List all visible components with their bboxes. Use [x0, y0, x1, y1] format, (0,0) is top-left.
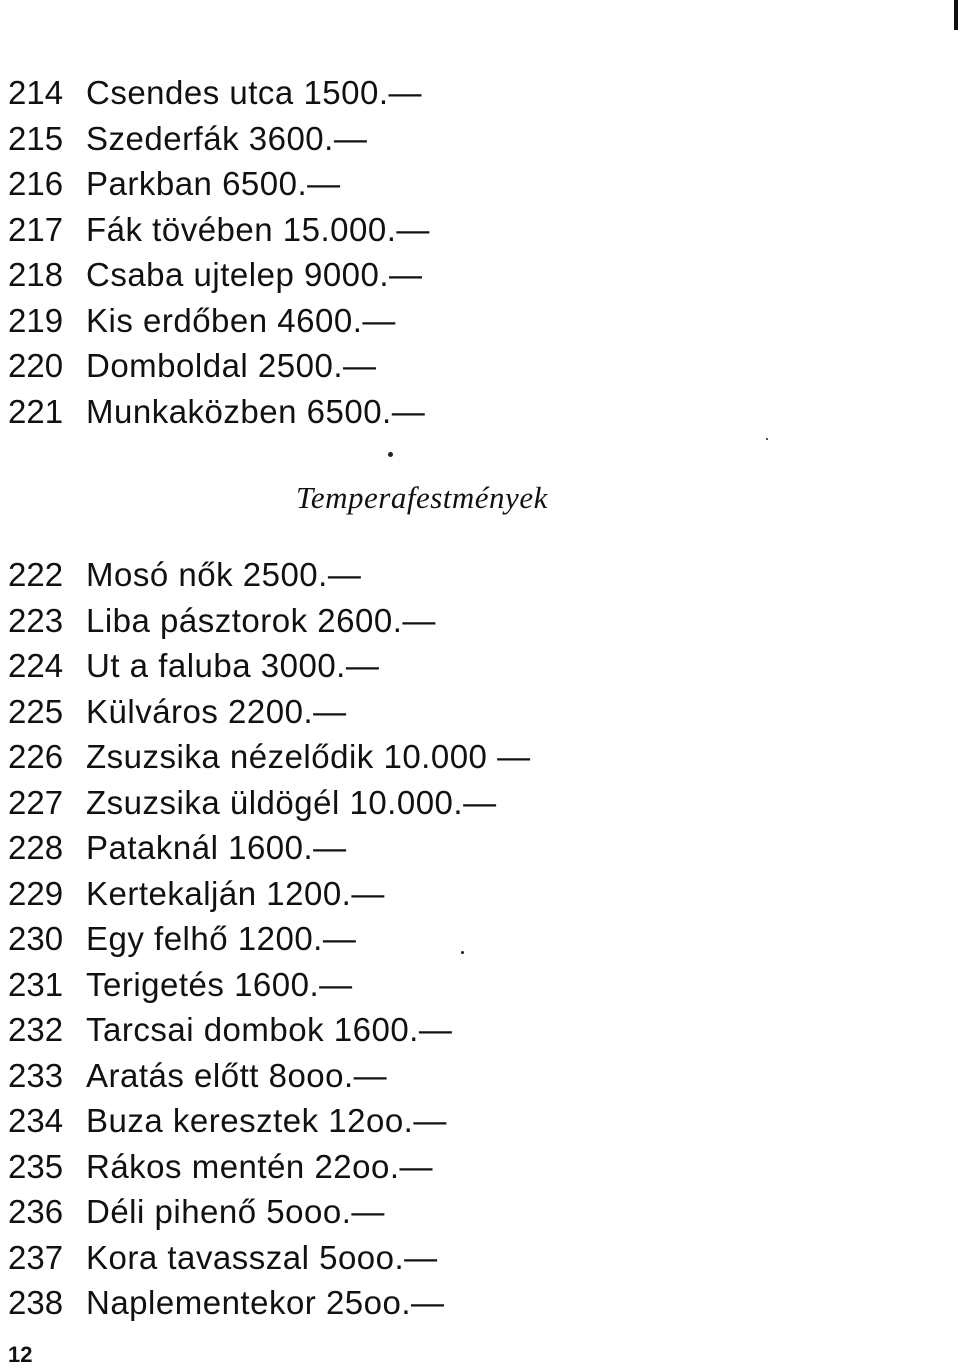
item-text: Pataknál 1600.— [86, 829, 347, 866]
item-number: 218 [8, 256, 64, 293]
item-number: 236 [8, 1193, 64, 1230]
item-text: Csendes utca 1500.— [86, 74, 423, 111]
item-number: 229 [8, 874, 64, 912]
catalog-item [8, 389, 430, 435]
catalog-item [8, 916, 531, 962]
item-number: 214 [8, 74, 64, 111]
item-text: Déli pihenő 5ooo.— [86, 1193, 385, 1230]
item-number: 234 [8, 1102, 64, 1139]
item-number: 216 [8, 165, 64, 202]
catalog-item [8, 116, 430, 162]
item-text: Tarcsai dombok 1600.— [86, 1011, 453, 1048]
item-text: Parkban 6500.— [86, 165, 341, 202]
catalog-item [8, 825, 531, 871]
item-number: 235 [8, 1147, 64, 1185]
item-text: Kora tavasszal 5ooo.— [86, 1238, 438, 1276]
catalog-item [8, 1007, 531, 1053]
item-number: 237 [8, 1238, 64, 1276]
catalog-list-top [8, 70, 430, 434]
catalog-item [8, 70, 430, 116]
item-text: Kertekalján 1200.— [86, 874, 385, 912]
item-text: Egy felhő 1200.— [86, 920, 357, 957]
item-number: 219 [8, 301, 64, 339]
catalog-item [8, 552, 531, 598]
catalog-item [8, 343, 430, 389]
item-text: Kis erdőben 4600.— [86, 301, 396, 339]
catalog-item [8, 252, 430, 298]
catalog-item [8, 1098, 531, 1144]
catalog-item [8, 1053, 531, 1099]
catalog-item [8, 780, 531, 826]
item-text: Domboldal 2500.— [86, 347, 377, 384]
item-text: Ut a faluba 3000.— [86, 647, 380, 684]
item-number: 220 [8, 347, 64, 384]
item-text: Mosó nők 2500.— [86, 556, 362, 593]
catalog-item [8, 871, 531, 917]
item-number: 217 [8, 210, 64, 248]
page-edge-mark [954, 0, 958, 30]
item-number: 231 [8, 965, 64, 1003]
catalog-item [8, 643, 531, 689]
item-text: Zsuzsika üldögél 10.000.— [86, 783, 497, 821]
item-text: Munkaközben 6500.— [86, 392, 426, 430]
print-speck [766, 438, 768, 440]
catalog-item [8, 161, 430, 207]
catalog-item [8, 1144, 531, 1190]
section-heading: Temperafestmények [296, 480, 548, 515]
catalog-item [8, 962, 531, 1008]
catalog-item [8, 734, 531, 780]
item-number: 215 [8, 119, 64, 157]
item-text: Naplementekor 25oo.— [86, 1284, 445, 1321]
catalog-item [8, 1189, 531, 1235]
item-number: 233 [8, 1056, 64, 1094]
catalog-item [8, 598, 531, 644]
item-number: 230 [8, 920, 64, 957]
item-text: Külváros 2200.— [86, 692, 347, 730]
item-text: Aratás előtt 8ooo.— [86, 1056, 388, 1094]
item-text: Zsuzsika nézelődik 10.000 — [86, 738, 531, 775]
item-number: 228 [8, 829, 64, 866]
item-text: Csaba ujtelep 9000.— [86, 256, 423, 293]
item-number: 224 [8, 647, 64, 684]
page-number: 12 [8, 1342, 33, 1367]
item-number: 238 [8, 1284, 64, 1321]
item-number: 225 [8, 692, 64, 730]
item-number: 226 [8, 738, 64, 775]
item-number: 222 [8, 556, 64, 593]
item-number: 232 [8, 1011, 64, 1048]
print-speck [388, 452, 393, 457]
catalog-item [8, 298, 430, 344]
item-text: Fák tövében 15.000.— [86, 210, 430, 248]
item-text: Szederfák 3600.— [86, 119, 368, 157]
item-number: 223 [8, 601, 64, 639]
catalog-item [8, 1235, 531, 1281]
item-text: Liba pásztorok 2600.— [86, 601, 436, 639]
item-text: Buza keresztek 12oo.— [86, 1102, 447, 1139]
catalog-item [8, 1280, 531, 1326]
catalog-list-bottom [8, 552, 531, 1326]
catalog-item [8, 207, 430, 253]
item-number: 221 [8, 392, 64, 430]
item-text: Rákos mentén 22oo.— [86, 1147, 434, 1185]
item-number: 227 [8, 783, 64, 821]
item-text: Terigetés 1600.— [86, 965, 353, 1003]
catalog-item [8, 689, 531, 735]
